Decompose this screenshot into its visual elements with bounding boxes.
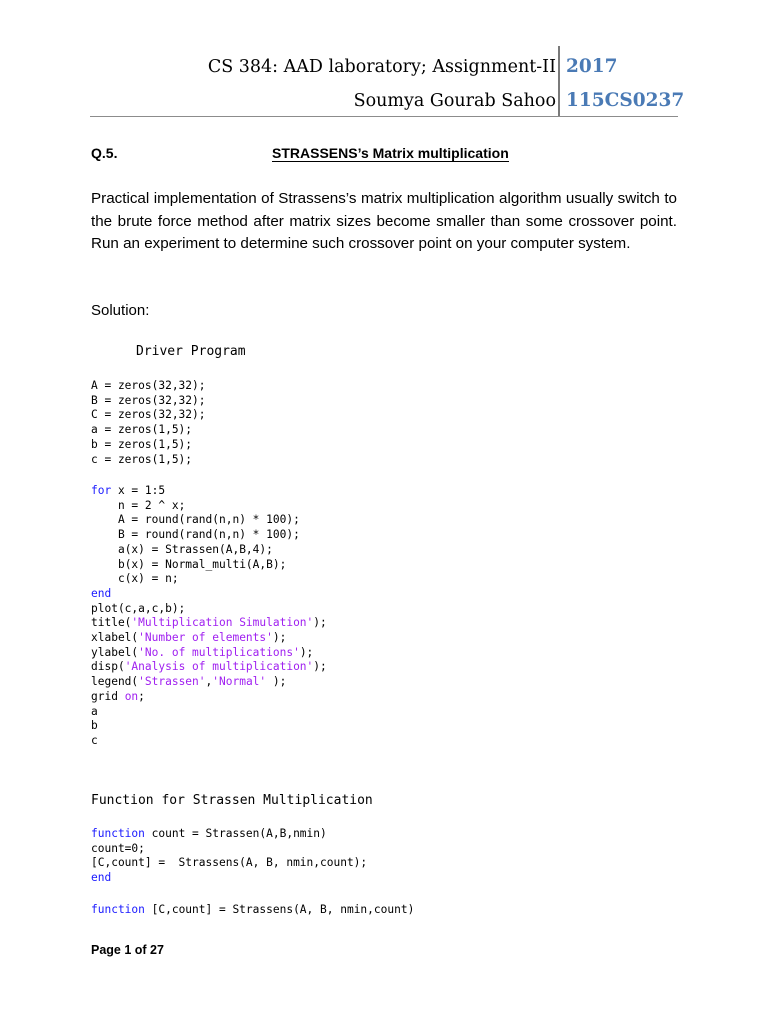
- page-number: Page 1 of 27: [91, 943, 164, 957]
- code-line: A = round(rand(n,n) * 100);: [117, 513, 300, 527]
- code-line: function count = Strassen(A,B,nmin): [91, 827, 327, 840]
- code-line: B = zeros(32,32);: [91, 393, 206, 407]
- question-number: Q.5.: [91, 145, 118, 161]
- keyword: for: [91, 484, 112, 497]
- header-rule: [90, 116, 678, 117]
- strassens-signature-code: [91, 903, 414, 918]
- code-line: disp('Analysis of multiplication');: [91, 660, 327, 674]
- solution-label: Solution:: [91, 302, 150, 319]
- code-line: A = zeros(32,32);: [91, 379, 206, 392]
- code-line: for x = 1:5: [91, 484, 166, 497]
- strassen-function-code: [91, 827, 367, 886]
- strassen-function-heading: Function for Strassen Multiplication: [91, 793, 373, 808]
- question-title: STRASSENS’s Matrix multiplication: [272, 145, 509, 161]
- code-line: [C,count] = Strassens(A, B, nmin,count);: [91, 856, 368, 870]
- code-line: b(x) = Normal_multi(A,B);: [117, 557, 287, 571]
- course-title: CS 384: AAD laboratory; Assignment-II: [207, 57, 556, 77]
- header-left: [156, 50, 556, 118]
- code-line: c = zeros(1,5);: [91, 452, 193, 466]
- roll-number: 115CS0237: [566, 90, 685, 111]
- code-line: count=0;: [91, 841, 145, 855]
- keyword: end: [91, 586, 112, 600]
- code-line: c(x) = n;: [117, 572, 179, 586]
- question-text: Practical implementation of Strassens’s matrix multiplication algorithm usually switch to the brute force method after matrix sizes become smaller than some crossover point. Run an experiment to determine such crossover point on your computer system.: [91, 190, 677, 252]
- driver-loop-code: [91, 484, 327, 749]
- keyword: end: [91, 871, 112, 885]
- code-line: title('Multiplication Simulation');: [91, 616, 327, 630]
- code-line: legend('Strassen','Normal' );: [91, 675, 287, 689]
- code-line: C = zeros(32,32);: [91, 408, 206, 422]
- header-right: [566, 50, 684, 118]
- code-line: b = zeros(1,5);: [91, 437, 193, 451]
- question-heading: [91, 145, 677, 167]
- code-line: function [C,count] = Strassens(A, B, nmin,count): [91, 903, 415, 916]
- driver-program-heading: Driver Program: [136, 344, 246, 359]
- code-line: B = round(rand(n,n) * 100);: [117, 528, 300, 542]
- header-vertical-divider: [558, 46, 560, 116]
- year: 2017: [566, 56, 618, 77]
- code-line: ylabel('No. of multiplications');: [91, 645, 314, 659]
- code-line: xlabel('Number of elements');: [91, 631, 287, 645]
- code-line: b: [91, 719, 98, 733]
- code-line: grid on;: [91, 689, 145, 703]
- code-line: n = 2 ^ x;: [117, 498, 186, 512]
- code-line: plot(c,a,c,b);: [91, 601, 186, 615]
- driver-init-code: [91, 379, 206, 467]
- code-line: a(x) = Strassen(A,B,4);: [117, 542, 273, 556]
- code-line: a: [91, 704, 98, 718]
- author-name: Soumya Gourab Sahoo: [353, 91, 556, 111]
- code-line: a = zeros(1,5);: [91, 423, 193, 437]
- code-line: c: [91, 733, 98, 747]
